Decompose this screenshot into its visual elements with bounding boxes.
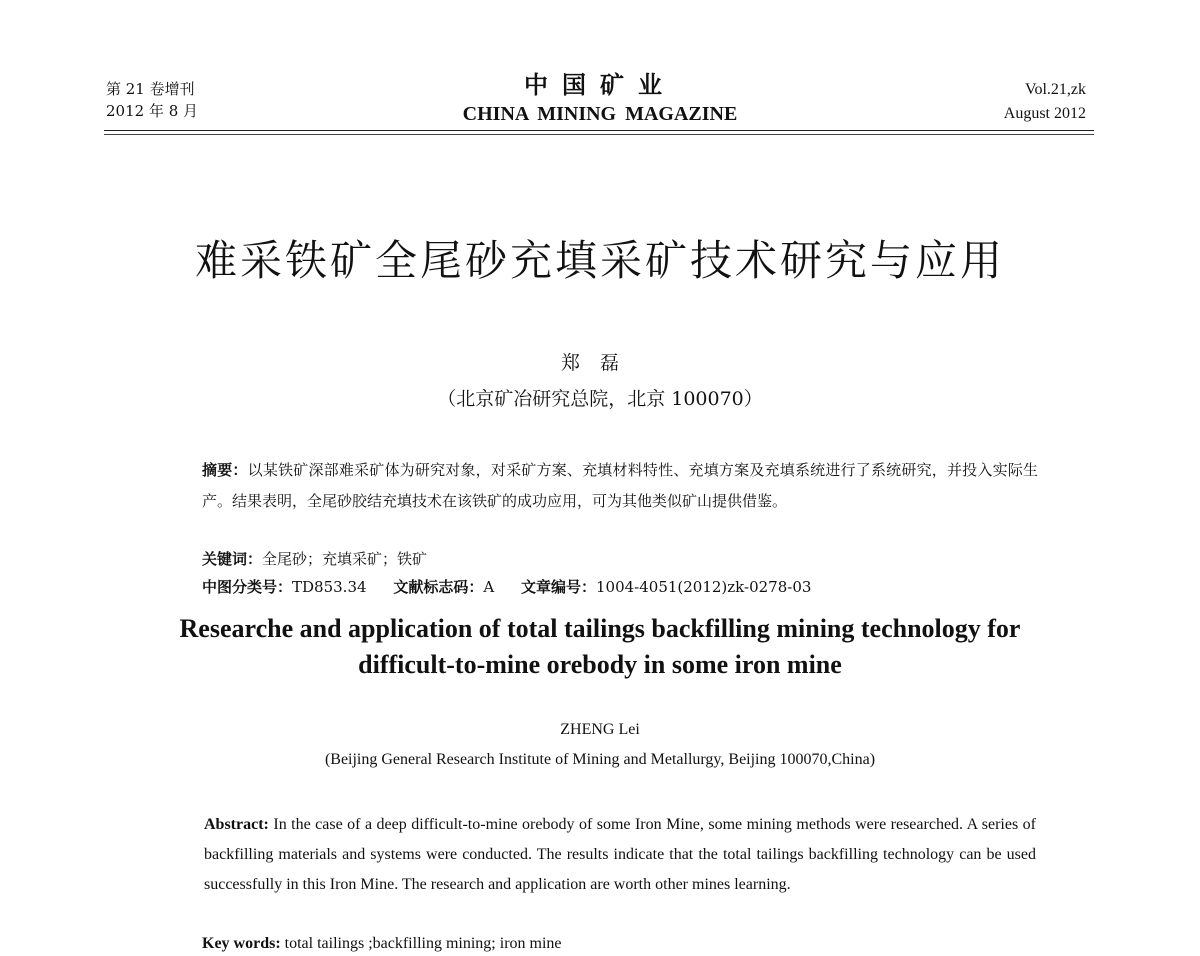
author-en: ZHENG Lei	[560, 721, 640, 738]
doc-code-value: A	[483, 578, 495, 596]
abstract-cn-text: 以某铁矿深部难采矿体为研究对象，对采矿方案、充填材料特性、充填方案及充填系统进行了系统研究，并投入实际生产。结果表明，全尾砂胶结充填技术在该铁矿的成功应用，可为其他类似矿山提供借鉴。	[202, 461, 1038, 510]
clc-value: TD853.34	[292, 578, 367, 596]
paper-title-en-line2: difficult-to-mine orebody in some iron mine	[358, 650, 842, 679]
header-date-en: August 2012	[1003, 105, 1086, 122]
keywords-en-text: total tailings ;backfilling mining; iron mine	[284, 935, 562, 952]
header-volume-info-en	[1004, 78, 1086, 126]
keywords-cn-label: 关键词：	[202, 550, 263, 568]
header-date-cn: 2012 年 8 月	[106, 102, 199, 120]
header-volume-en: Vol.21,zk	[1024, 81, 1086, 98]
metadata-cn	[202, 545, 811, 601]
article-no-label: 文章编号：	[520, 578, 596, 596]
abstract-en-text: In the case of a deep difficult-to-mine orebody of some Iron Mine, some mining methods were researched. A series of backfilling materials and systems were conducted. The results indicate that the total tailings backfilling technology can be used successfully in this Iron Mine. The research and application are worth other mines learning.	[204, 816, 1037, 893]
paper-title-cn: 难采铁矿全尾砂充填采矿技术研究与应用	[194, 236, 1005, 285]
abstract-en-label: Abstract:	[204, 816, 269, 833]
author-cn: 郑磊	[560, 352, 639, 374]
journal-name-cn: 中国矿业	[524, 71, 676, 99]
abstract-cn-label: 摘要：	[202, 461, 248, 479]
paper-title-en	[0, 611, 1200, 683]
paper-title-en-line1: Researche and application of total tailings backfilling mining technology for	[179, 614, 1021, 643]
affiliation-cn: （北京矿冶研究总院，北京 100070）	[437, 388, 763, 410]
header-rule-thick	[104, 130, 1094, 131]
article-no-value: 1004-4051(2012)zk-0278-03	[595, 578, 812, 596]
abstract-en	[160, 810, 1036, 900]
clc-label: 中图分类号：	[202, 578, 293, 596]
keywords-en-label: Key words:	[202, 935, 281, 952]
classification-line	[202, 573, 811, 601]
keywords-en	[202, 932, 562, 956]
affiliation-en: (Beijing General Research Institute of Mining and Metallurgy, Beijing 100070,China)	[324, 751, 876, 768]
keywords-cn	[202, 545, 811, 573]
journal-name-en: CHINA MINING MAGAZINE	[462, 103, 738, 125]
header-rule-thin	[104, 134, 1094, 135]
abstract-cn	[158, 455, 1038, 517]
keywords-cn-text: 全尾砂；充填采矿；铁矿	[262, 550, 428, 568]
doc-code-label: 文献标志码：	[393, 578, 484, 596]
header-volume-cn: 第 21 卷增刊	[106, 80, 195, 98]
